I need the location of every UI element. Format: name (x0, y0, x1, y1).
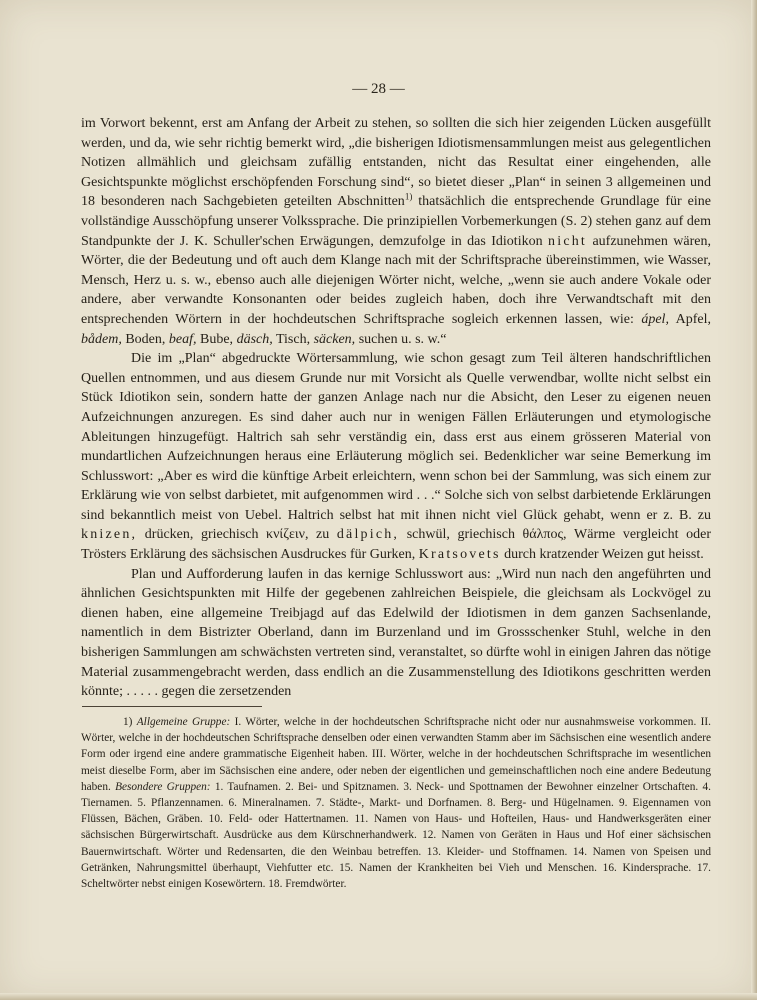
paragraph-2 (81, 349, 711, 565)
text-run: Kratsovets (418, 547, 501, 563)
text-run: 1) (404, 191, 413, 202)
text-run: suchen u. s. w.“ (355, 331, 447, 347)
text-run: dälpich, (336, 527, 400, 543)
text-run: 1) (123, 716, 137, 728)
text-run: drücken, griechisch κνίζειν, zu (137, 527, 337, 543)
text-run: durch kratzender Weizen gut heisst. (500, 547, 704, 563)
text-run: bådem, (81, 331, 122, 347)
text-run: schwül, griechisch θάλπος, Wärme vergleicht oder Trösters Erklärung des sächsischen Ausdruckes für Gurken, (81, 527, 711, 563)
text-run: knizen, (81, 527, 138, 543)
text-run: Allgemeine Gruppe: (136, 716, 231, 728)
text-run: Apfel, (668, 311, 711, 327)
text-run: Bube, (196, 331, 237, 347)
page-edge-bottom (0, 993, 757, 1000)
text-run: Tisch, (272, 331, 314, 347)
page-edge-right (751, 0, 757, 1000)
text-run: Besondere Gruppen: (115, 780, 211, 793)
text-run: I. Wörter, welche in der hochdeutschen Schriftsprache nicht oder nur ausnahmsweise vorkommen. II. Wörter, welche in der hochdeutschen Schriftsprache denselben oder einen verwandten Stamm aber im Sächsischen eine wesentlich andere Form oder irgend eine andere grammatische Eigenheit haben. III. Wörter, welche in der hochdeutschen Schriftsprache im wesentlichen meist dieselbe Form, aber im Sächsischen eine andere, oder neben der eigentlichen und gemeinschaftlichen noch eine andere Bedeutung haben. (81, 716, 711, 793)
text-run: thatsächlich die entsprechende Grundlage für eine vollständige Ausschöpfung unserer Volkssprache. Die prinzipiellen Vorbemerkungen (S. 2) stehen ganz auf dem Standpunkte der J. K. Schuller'schen Erwägungen, demzufolge in das Idiotikon (81, 194, 711, 249)
text-run: Die im „Plan“ abgedruckte Wörtersammlung, wie schon gesagt zum Teil älteren handschriftlichen Quellen entnommen, und aus diesem Grunde nur mit Vorsicht als Quelle verwendbar, wollte nicht selbst ein Stück Idiotikon sein, sondern hatte der ganzen Anlage nach nur die Absicht, den Leser zu eigenen neuen Aufzeichnungen anzuregen. Es sind daher auch nur in wenigen Fällen Erläuterungen und etymologische Ableitungen hinzugefügt. Haltrich sah sehr verständig ein, dass erst aus einem grösseren Material von mundartlichen Aufzeichnungen heraus eine Erläuterung möglich sei. Bedenklicher war seine Bemerkung im Schlusswort: „Aber es wird die künftige Arbeit erleichtern, wenn schon bei der Sammlung, was sich einem zur Erklärung wie von selbst darbietet, mit aufgenommen wird . . .“ Solche sich von selbst darbietende Erklärungen sind bekanntlich meist von Uebel. Haltrich selbst hat mit ihnen nicht viel Glück gehabt, wenn er z. B. zu (81, 351, 711, 523)
text-run: ápel, (641, 311, 669, 327)
text-run: 1. Taufnamen. 2. Bei- und Spitznamen. 3. Neck- und Spottnamen der Bewohner einzelner Ortschaften. 4. Tiernamen. 5. Pflanzennamen. 6. Mineralnamen. 7. Städte-, Markt- und Dorfnamen. 8. Berg- und Hügelnamen. 9. Eigennamen von Flüssen, Bächen, Gräben. 10. Feld- oder Hattertnamen. 11. Namen von Haus- und Hofteilen, Haus- und Handwerksgeräten einer sächsischen Bürgerwirtschaft. Ausdrücke aus dem Kürschnerhandwerk. 12. Namen von Geräten in Haus und Hof einer sächsischen Bauernwirtschaft. Wörter und Redensarten, die den Weinbau betreffen. 13. Kleider- und Stoffnamen. 14. Namen von Speisen und Getränken, Nahrungsmittel überhaupt, Viehfutter etc. 15. Namen der Krankheiten bei Vieh und Menschen. 16. Kindersprache. 17. Scheltwörter nebst einigen Kosewörtern. 18. Fremdwörter. (81, 780, 711, 891)
footnote (81, 714, 711, 892)
text-run: im Vorwort bekennt, erst am Anfang der Arbeit zu stehen, so sollten die sich hier zeigenden Lücken ausgefüllt werden, und da, wie sehr richtig bemerkt wird, „die bisherigen Idiotismensammlungen meist aus gelegentlichen Notizen allmählich und gleichsam zufällig entstanden, nicht das Resultat einer eingehenden, alle Gesichtspunkte möglichst erschöpfenden Forschung sind“, so bietet dieser „Plan“ in seinen 3 allgemeinen und 18 besonderen nach Sachgebieten geteilten Abschnitten (81, 116, 711, 210)
paragraph-1 (81, 114, 711, 349)
text-run: säcken, (313, 331, 356, 347)
footnote-divider (82, 706, 262, 707)
text-run: aufzunehmen wären, Wörter, die der Bedeutung und oft auch dem Klange nach mit der Schriftsprache übereinstimmen, wie Wasser, Mensch, Herz u. s. w., ebenso auch alle diejenigen Wörter nicht, welche, „wenn sie auch andere Vokale oder andere, aber verwandte Konsonanten oder beides zugleich haben, doch ihre Verwandtschaft mit den entsprechenden Wörtern in der hochdeutschen Schriftsprache sogleich erkennen lassen, wie: (81, 233, 712, 327)
text-run: Plan und Aufforderung laufen in das kernige Schlusswort aus: „Wird nun nach den angeführten und ähnlichen Gesichtspunkten mit Hilfe der gegebenen zahlreichen Beispiele, die gleichsam als Lockvögel zu dienen haben, eine allgemeine Treibjagd auf das Edelwild der Idiotismen in dem ganzen Sachsenlande, namentlich in dem Bistrizter Oberland, dann im Burzenland und im Grossschenker Stuhl, welche in den bisherigen Sammlungen am schwächsten vertreten sind, veranstaltet, so dürfte wohl in einigen Jahren das nötige Material zusammengebracht werden, dass endlich an die Zusammenstellung des Idiotikons geschritten werden könnte; . . . . . gegen die zersetzenden (81, 566, 711, 700)
paragraph-3 (81, 565, 711, 702)
text-run: däsch, (236, 331, 273, 347)
text-run: nicht (548, 233, 588, 249)
main-text (81, 114, 711, 702)
text-run: beaf, (168, 331, 197, 347)
text-run: Boden, (121, 331, 169, 347)
page-number: — 28 — (352, 81, 405, 97)
